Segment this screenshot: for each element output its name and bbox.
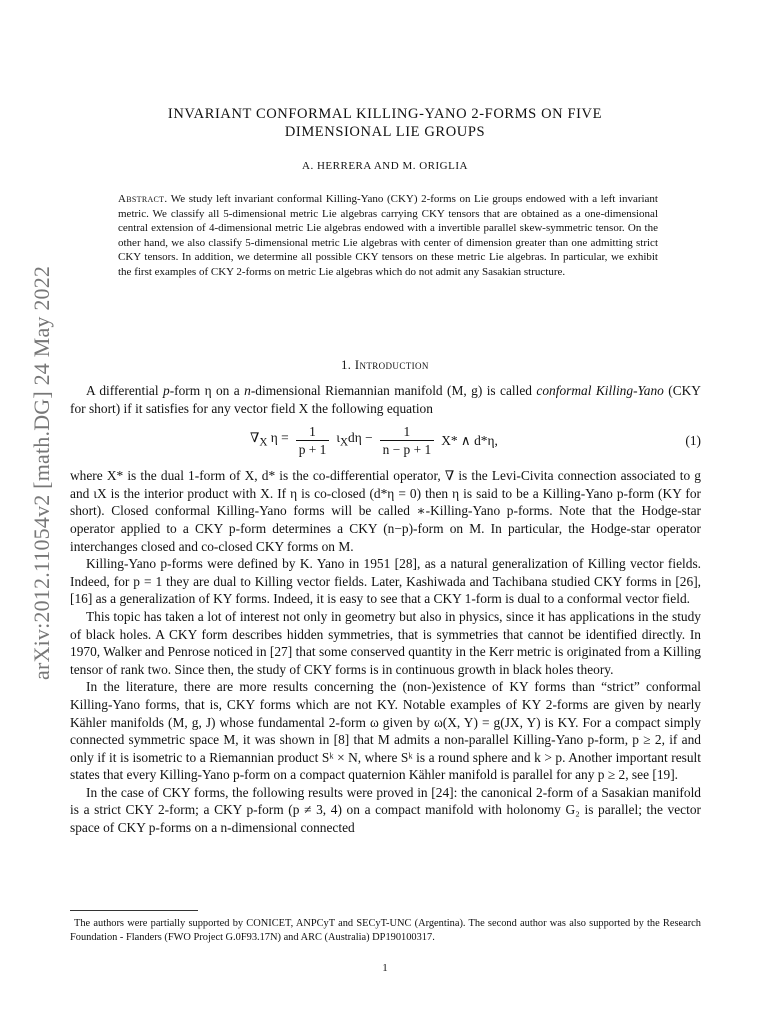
eq-rhs: X* ∧ d*η, <box>441 432 498 448</box>
p1-text-a: A differential <box>86 383 163 398</box>
arxiv-identifier-stamp: arXiv:2012.11054v2 [math.DG] 24 May 2022 <box>29 265 54 680</box>
p1-text-d: (CKY for short) if it satisfies for any vector field X the following equation <box>70 383 701 416</box>
paragraph-6: In the case of CKY forms, the following results were proved in [24]: the canonical 2-form of a Sasakian manifold is a strict CKY 2-form; a CKY p-form (p ≠ 3, 4) on a compact manifold with holonomy G₂ is parallel; the vector space of CKY p-forms on a n-dimensional connected <box>70 784 701 836</box>
iota-symbol: ι <box>336 430 340 446</box>
fraction-2 <box>380 423 435 458</box>
eq-lhs <box>250 429 289 452</box>
p1-symbol-n: n <box>244 383 251 398</box>
footnote-divider <box>70 910 198 911</box>
paragraph-4: This topic has taken a lot of interest not only in geometry but also in physics, since it has applications in the study of black holes. A CKY form describes hidden symmetries, that is symmetries that cannot be identified directly. In 1970, Walker and Penrose noticed in [27] that some conserved quantity in the Kerr metric is originated from a Killing tensor of rank two. Since then, the study of CKY forms is in continuous growth in black holes theory. <box>70 608 701 677</box>
fraction-2-numerator: 1 <box>403 424 411 440</box>
paragraph-3: Killing-Yano p-forms were defined by K. Yano in 1951 [28], as a natural generalization of Killing vector fields. Indeed, for p = 1 they are dual to Killing vector fields. Later, Kashiwada and Tachibana studied CKY forms in [26], [16] as a generalization of KY forms. Indeed, it is easy to see that a CKY 1-form is dual to a conformal vector field. <box>70 556 701 607</box>
p1-text-b: -form η on a <box>169 383 245 398</box>
equation-1 <box>70 419 701 465</box>
section-number: 1. <box>341 358 352 372</box>
equation-body <box>250 423 498 458</box>
p1-text-c: -dimensional Riemannian manifold (M, g) is called <box>250 383 537 398</box>
equation-number: (1) <box>685 433 701 449</box>
eq-lhs-subscript: X <box>259 436 268 449</box>
p1-term-conformal-killing-yano: conformal Killing-Yano <box>536 383 664 398</box>
fraction-1-numerator: 1 <box>309 424 316 440</box>
abstract <box>118 192 658 280</box>
fraction-1-denominator: p + 1 <box>296 440 330 458</box>
eq-middle-subscript: X <box>339 436 348 449</box>
title-line-1: INVARIANT CONFORMAL KILLING-YANO 2-FORMS ON FIVE <box>167 106 603 122</box>
paragraph-2: where X* is the dual 1-form of X, d* is the co-differential operator, ∇ is the Levi-Civita connection associated to g and ιX is the interior product with X. If η is co-closed (d*η = 0) then η is said to be a Killing-Yano p-form (KY for short). Closed conformal Killing-Yano forms will be called ∗-Killing-Yano p-forms. Note that the Hodge-star operator applied to a CKY p-form determines a CKY (n−p)-form on M. In particular, the Hodge-star operator interchanges closed and co-closed CKY forms on M. <box>70 468 701 554</box>
section-heading <box>70 358 700 373</box>
abstract-text: We study left invariant conformal Killing-Yano (CKY) 2-forms on Lie groups endowed with a left invariant metric. We classify all 5-dimensional metric Lie algebras carrying CKY tensors that are obtained as a one-dimensional central extension of 4-dimensional metric Lie algebras endowed with a invertible parallel skew-symmetric tensor. On the other hand, we also classify 5-dimensional metric Lie algebras with center of dimension greater than one admitting strict CKY tensors. In addition, we determine all possible CKY tensors on these metric Lie algebras. In particular, we exhibit the first examples of CKY 2-forms on metric Lie algebras which do not admit any Sasakian structure. <box>118 193 658 278</box>
paragraph-5: In the literature, there are more results concerning the (non-)existence of KY forms than “strict” conformal Killing-Yano forms, that is, CKY forms which are not KY. Notable examples of KY 2-forms are given by nearly Kähler manifolds (M, g, J) whose fundamental 2-form ω given by ω(X, Y) = g(JX, Y) is KY. For a compact simply connected symmetric space M, it was shown in [8] that M admits a non-parallel Killing-Yano p-form, p ≥ 2, if and only if it is isometric to a Riemannian product Sᵏ × N, where Sᵏ is a round sphere and k > p. Another important result states that every Killing-Yano p-form on a compact quaternion Kähler manifold is parallel for any p ≥ 2, see [19]. <box>70 679 701 783</box>
title-line-2: DIMENSIONAL LIE GROUPS <box>284 124 486 140</box>
abstract-label: Abstract. <box>118 193 168 205</box>
funding-footnote: The authors were partially supported by CONICET, ANPCyT and SECyT-UNC (Argentina). The second author was also supported by the Research Foundation - Flanders (FWO Project G.0F93.17N) and ARC (Australia) DP190100317. <box>70 918 701 943</box>
fraction-2-denominator: n − p + 1 <box>380 440 435 458</box>
p1-symbol-p: p <box>162 383 170 398</box>
eq-lhs-rest: η = <box>270 430 289 446</box>
fraction-1 <box>296 423 330 458</box>
eq-middle <box>336 429 372 452</box>
eq-middle-rest: dη − <box>348 430 373 446</box>
body-text <box>70 382 701 837</box>
section-title: Introduction <box>354 358 429 372</box>
paper-title <box>70 105 700 141</box>
page-number: 1 <box>382 962 388 974</box>
paragraph-1 <box>70 382 701 417</box>
nabla-symbol: ∇ <box>250 430 260 446</box>
author-list: A. HERRERA AND M. ORIGLIA <box>302 160 468 172</box>
